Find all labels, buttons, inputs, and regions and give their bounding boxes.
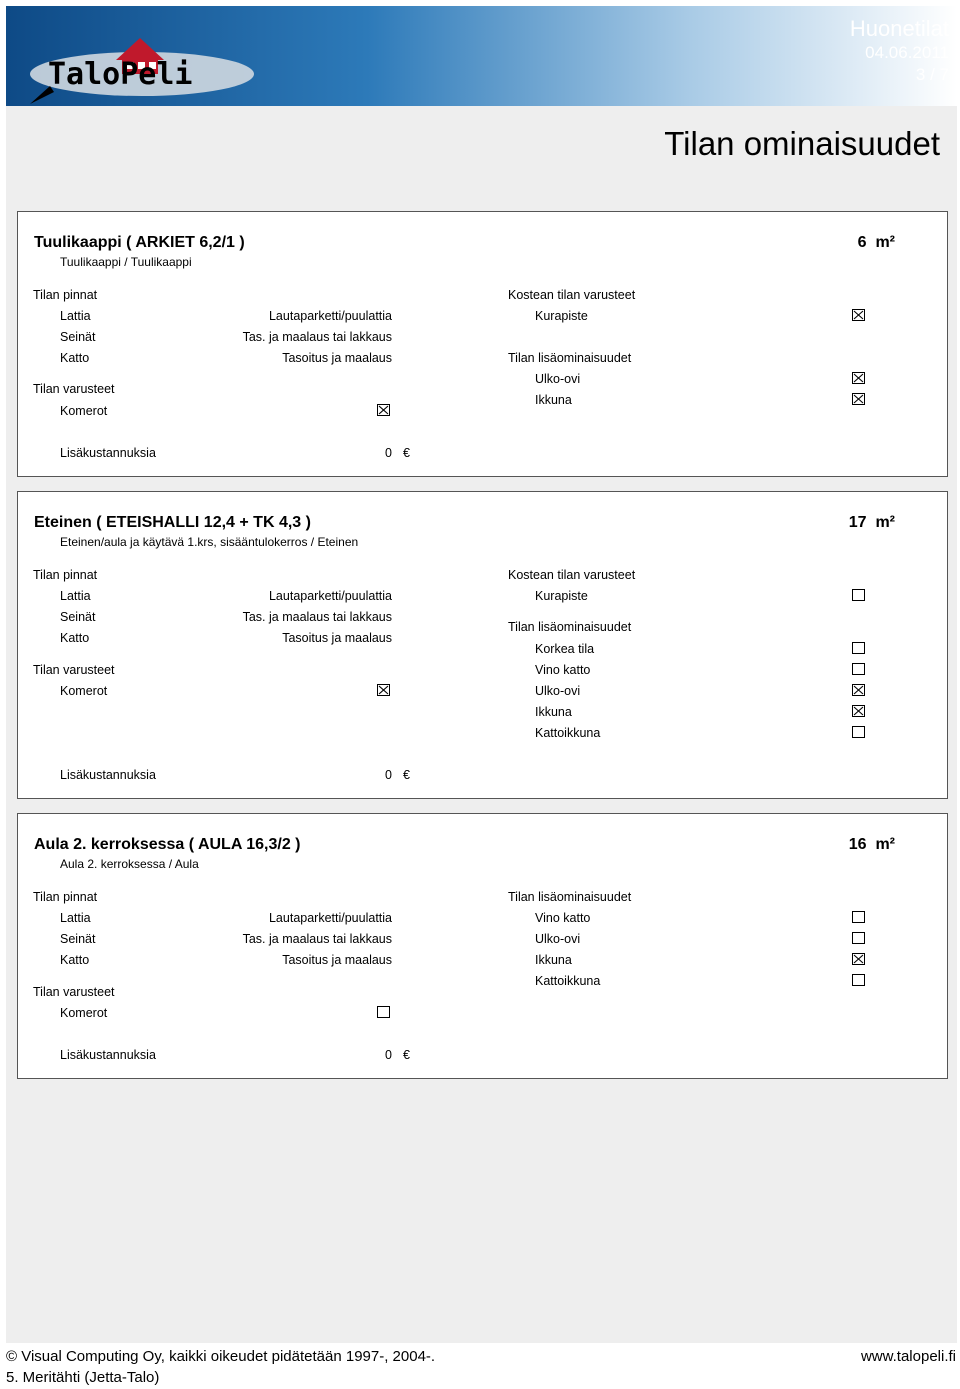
room-area-unit: m² [875, 836, 895, 853]
surfaces-heading: Tilan pinnat [33, 288, 98, 302]
document-date: 04.06.2011 [865, 43, 949, 62]
room-area [849, 836, 895, 854]
walls-value: Tas. ja maalaus tai lakkaus [242, 330, 392, 344]
room-title: Tuulikaappi ( ARKIET 6,2/1 ) [34, 234, 245, 251]
feature-label: Ulko-ovi [535, 932, 581, 946]
page-indicator: 3 / 7 [915, 65, 949, 84]
extra-cost-value: 0 [385, 768, 392, 782]
check-x-icon [853, 310, 864, 320]
feature-checkbox[interactable] [852, 726, 865, 738]
ceiling-label: Katto [60, 631, 90, 645]
closets-checkbox[interactable] [377, 404, 390, 416]
feature-checkbox[interactable] [852, 684, 865, 696]
extra-cost-value: 0 [385, 1048, 392, 1062]
footer-url-link[interactable]: www.talopeli.fi [860, 1348, 956, 1365]
walls-label: Seinät [60, 932, 96, 946]
floor-value: Lautaparketti/puulattia [268, 309, 392, 323]
floor-value: Lautaparketti/puulattia [268, 589, 392, 603]
feature-checkbox[interactable] [852, 372, 865, 384]
floor-label: Lattia [60, 309, 91, 323]
talopeli-logo[interactable] [24, 24, 264, 109]
floor-label: Lattia [60, 911, 91, 925]
room-card-aula [17, 813, 948, 1079]
room-subtitle: Eteinen/aula ja käytävä 1.krs, sisääntulokerros / Eteinen [60, 535, 359, 549]
talopeli-logo-graphic [24, 24, 264, 109]
feature-checkbox[interactable] [852, 911, 865, 923]
check-x-icon [853, 706, 864, 716]
ceiling-label: Katto [60, 351, 90, 365]
ceiling-value: Tasoitus ja maalaus [282, 351, 392, 365]
extra-cost-label: Lisäkustannuksia [60, 1048, 156, 1062]
room-card-tuulikaappi [17, 211, 948, 477]
room-subtitle: Tuulikaappi / Tuulikaappi [60, 255, 192, 269]
closets-label: Komerot [60, 404, 108, 418]
feature-label: Ulko-ovi [535, 684, 581, 698]
check-x-icon [378, 405, 389, 415]
surfaces-heading: Tilan pinnat [33, 568, 98, 582]
header-banner [6, 6, 957, 106]
feature-label: Ikkuna [535, 953, 572, 967]
feature-label: Kattoikkuna [535, 726, 601, 740]
walls-value: Tas. ja maalaus tai lakkaus [242, 932, 392, 946]
feature-checkbox[interactable] [852, 953, 865, 965]
floor-label: Lattia [60, 589, 91, 603]
room-subtitle: Aula 2. kerroksessa / Aula [60, 857, 199, 871]
extra-cost-label: Lisäkustannuksia [60, 768, 156, 782]
closets-checkbox[interactable] [377, 684, 390, 696]
closets-checkbox[interactable] [377, 1006, 390, 1018]
closets-label: Komerot [60, 684, 108, 698]
feature-label: Vino katto [535, 911, 591, 925]
extra-cost-currency: € [403, 1048, 410, 1062]
feature-checkbox[interactable] [852, 642, 865, 654]
footer-copyright: © Visual Computing Oy, kaikki oikeudet pidätetään 1997-, 2004-. [6, 1348, 436, 1365]
check-x-icon [853, 394, 864, 404]
page-title: Tilan ominaisuudet [664, 125, 940, 162]
extra-features-heading: Tilan lisäominaisuudet [508, 890, 632, 904]
room-area [849, 514, 895, 532]
logo-text: TaloPeli [48, 57, 193, 92]
room-card-eteinen [17, 491, 948, 799]
mud-station-checkbox[interactable] [852, 309, 865, 321]
feature-checkbox[interactable] [852, 974, 865, 986]
room-area [858, 234, 895, 252]
room-title: Aula 2. kerroksessa ( AULA 16,3/2 ) [34, 836, 301, 853]
footer-house-name: 5. Meritähti (Jetta-Talo) [6, 1369, 160, 1386]
extra-features-heading: Tilan lisäominaisuudet [508, 351, 632, 365]
room-title: Eteinen ( ETEISHALLI 12,4 + TK 4,3 ) [34, 514, 311, 531]
room-area-unit: m² [875, 234, 895, 251]
feature-label: Vino katto [535, 663, 591, 677]
extra-cost-label: Lisäkustannuksia [60, 446, 156, 460]
extra-cost-currency: € [403, 768, 410, 782]
feature-label: Korkea tila [535, 642, 595, 656]
room-area-value: 6 [857, 234, 867, 251]
closets-label: Komerot [60, 1006, 108, 1020]
equipment-heading: Tilan varusteet [33, 663, 115, 677]
walls-label: Seinät [60, 330, 96, 344]
ceiling-label: Katto [60, 953, 90, 967]
extra-features-heading: Tilan lisäominaisuudet [508, 620, 632, 634]
mud-station-label: Kurapiste [535, 309, 588, 323]
room-area-value: 16 [848, 836, 867, 853]
extra-cost-value: 0 [385, 446, 392, 460]
feature-label: Ulko-ovi [535, 372, 581, 386]
check-x-icon [378, 685, 389, 695]
feature-checkbox[interactable] [852, 393, 865, 405]
feature-checkbox[interactable] [852, 932, 865, 944]
feature-checkbox[interactable] [852, 663, 865, 675]
ceiling-value: Tasoitus ja maalaus [282, 953, 392, 967]
walls-label: Seinät [60, 610, 96, 624]
check-x-icon [853, 685, 864, 695]
room-area-value: 17 [848, 514, 867, 531]
ceiling-value: Tasoitus ja maalaus [282, 631, 392, 645]
floor-value: Lautaparketti/puulattia [268, 911, 392, 925]
walls-value: Tas. ja maalaus tai lakkaus [242, 610, 392, 624]
document-title: Huonetilat [849, 16, 949, 41]
equipment-heading: Tilan varusteet [33, 382, 115, 396]
feature-label: Kattoikkuna [535, 974, 601, 988]
check-x-icon [853, 373, 864, 383]
wet-room-heading: Kostean tilan varusteet [508, 288, 636, 302]
surfaces-heading: Tilan pinnat [33, 890, 98, 904]
extra-cost-currency: € [403, 446, 410, 460]
feature-label: Ikkuna [535, 393, 572, 407]
feature-label: Ikkuna [535, 705, 572, 719]
mud-station-label: Kurapiste [535, 589, 588, 603]
wet-room-heading: Kostean tilan varusteet [508, 568, 636, 582]
equipment-heading: Tilan varusteet [33, 985, 115, 999]
feature-checkbox[interactable] [852, 705, 865, 717]
mud-station-checkbox[interactable] [852, 589, 865, 601]
check-x-icon [853, 954, 864, 964]
room-area-unit: m² [875, 514, 895, 531]
